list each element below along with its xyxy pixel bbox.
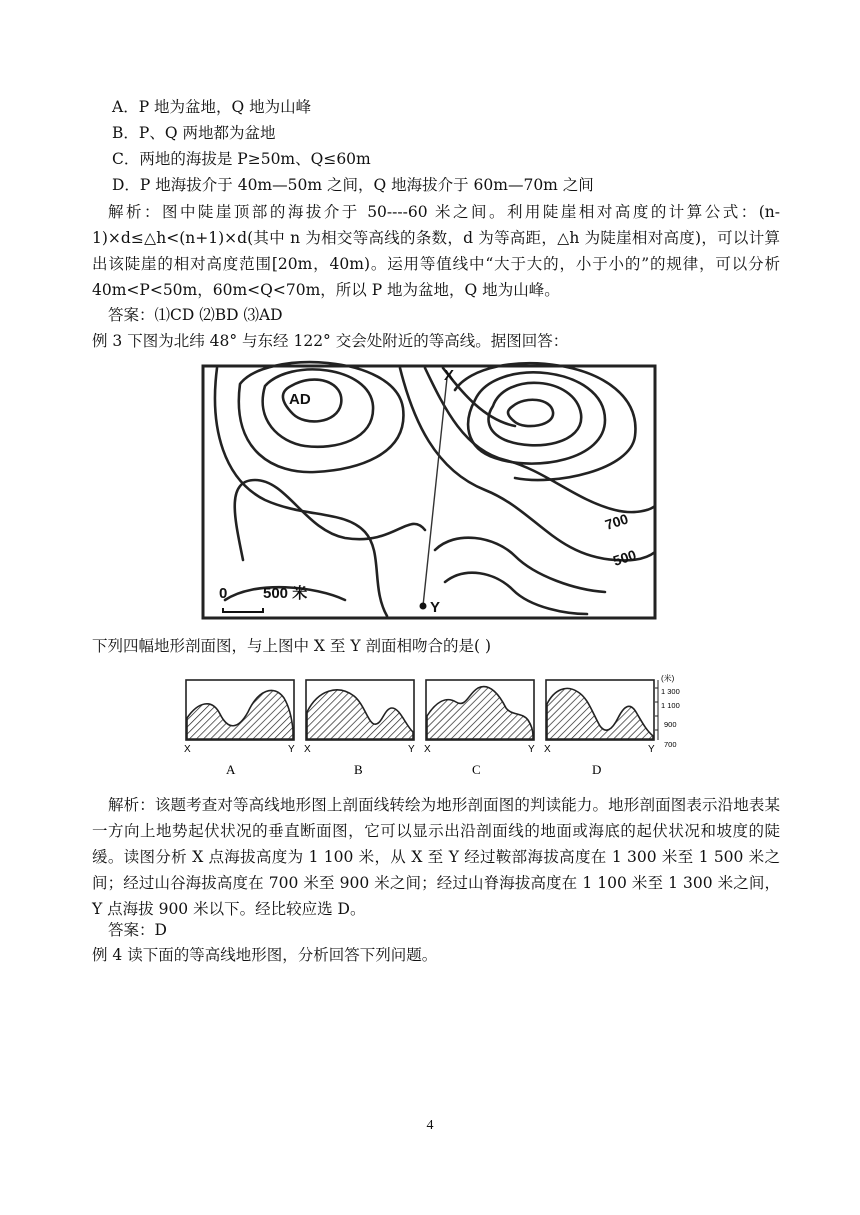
option-d: D．P 地海拔介于 40m—50m 之间，Q 地海拔介于 60m—70m 之间 bbox=[112, 176, 594, 194]
scale-bar bbox=[223, 608, 263, 612]
example-4-heading: 例 4 读下面的等高线地形图，分析回答下列问题。 bbox=[92, 946, 438, 964]
scale-tick-700: 700 bbox=[664, 740, 677, 749]
contour-label-ad: AD bbox=[289, 391, 311, 408]
profile-panel-c bbox=[424, 680, 535, 777]
profile-c-y: Y bbox=[528, 744, 535, 755]
option-a: A．P 地为盆地，Q 地为山峰 bbox=[112, 98, 312, 116]
contour-label-500: 500 bbox=[610, 546, 639, 569]
profile-d-letter: D bbox=[592, 762, 602, 777]
question-text: 下列四幅地形剖面图，与上图中 X 至 Y 剖面相吻合的是( ) bbox=[92, 637, 491, 655]
profile-d-y: Y bbox=[648, 744, 655, 755]
contour-map bbox=[195, 360, 665, 625]
profile-c-letter: C bbox=[472, 762, 481, 777]
option-b: B．P、Q 两地都为盆地 bbox=[112, 124, 276, 142]
scale-tick-1300: 1 300 bbox=[661, 687, 680, 696]
profile-panel-d bbox=[544, 680, 655, 777]
profile-d-x: X bbox=[544, 744, 551, 755]
profile-panel-a bbox=[184, 680, 295, 777]
profile-figure bbox=[178, 672, 698, 782]
map-label-x: X bbox=[444, 367, 455, 384]
profile-a-letter: A bbox=[226, 762, 236, 777]
option-c: C．两地的海拔是 P≥50m、Q≤60m bbox=[112, 150, 371, 168]
answer-2: 答案：D bbox=[108, 921, 167, 939]
answer-1: 答案：⑴CD ⑵BD ⑶AD bbox=[108, 306, 283, 324]
elevation-scale bbox=[655, 673, 680, 749]
profile-panel-b bbox=[304, 680, 415, 777]
profile-b-y: Y bbox=[408, 744, 415, 755]
analysis-paragraph-2: 解析：该题考查对等高线地形图上剖面线转绘为地形剖面图的判读能力。地形剖面图表示沿地表某一方向上地势起伏状况的垂直断面图，它可以显示出沿剖面线的地面或海底的起伏状况和坡度的陡缓。读图分析 X 点海拔高度为 1 100 米，从 X 至 Y 经过鞍部海拔高度在 1 300 米至 1 500 米之间；经过山谷海拔高度在 700 米至 900 米之间；经过山脊海拔高度在 1 100 米至 1 300 米之间，Y 点海拔 900 米以下。经比较应选 D。 bbox=[92, 796, 780, 918]
profile-b-x: X bbox=[304, 744, 311, 755]
map-label-y: Y bbox=[430, 599, 441, 616]
example-3-heading: 例 3 下图为北纬 48° 与东经 122° 交会处附近的等高线。据图回答： bbox=[92, 332, 569, 350]
page-number: 4 bbox=[426, 1118, 434, 1133]
profile-c-x: X bbox=[424, 744, 431, 755]
profile-b-letter: B bbox=[354, 762, 363, 777]
scale-zero: 0 bbox=[219, 585, 228, 602]
scale-tick-900: 900 bbox=[664, 720, 677, 729]
scale-tick-1100: 1 100 bbox=[661, 701, 680, 710]
contour-label-700: 700 bbox=[602, 510, 631, 533]
profile-a-y: Y bbox=[288, 744, 295, 755]
scale-unit: (米) bbox=[661, 674, 675, 683]
scale-text: 500 米 bbox=[263, 585, 308, 602]
analysis-paragraph-1: 解析：图中陡崖顶部的海拔介于 50----60 米之间。利用陡崖相对高度的计算公式：(n-1)×d≤△h<(n+1)×d(其中 n 为相交等高线的条数，d 为等高距，△h 为陡崖相对高度)，可以计算出该陡崖的相对高度范围[20m，40m)。运用等值线中“大于大的，小于小的”的规律，可以分析 40m<P<50m，60m<Q<70m，所以 P 地为盆地，Q 地为山峰。 bbox=[92, 203, 780, 299]
profile-a-x: X bbox=[184, 744, 191, 755]
